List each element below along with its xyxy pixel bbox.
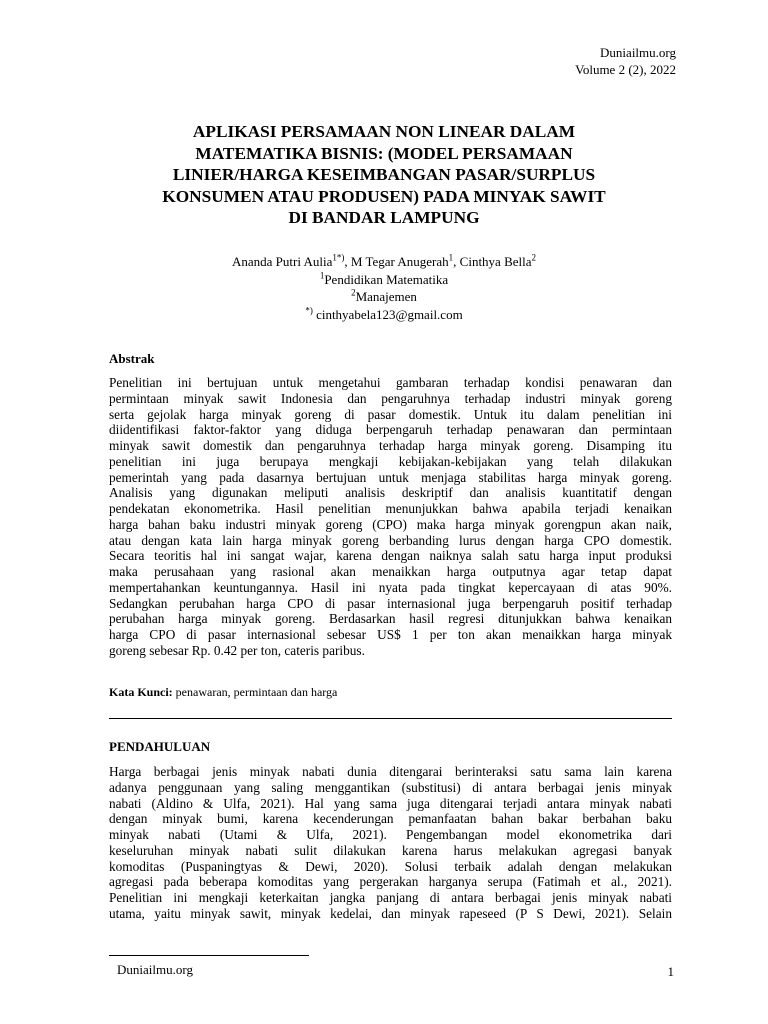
- intro-line: Harga berbagai jenis minyak nabati dunia ditengarai berinteraksi satu sama lain karena: [109, 764, 672, 779]
- keywords-label: Kata Kunci:: [109, 685, 173, 699]
- intro-line: komoditas (Puspaningtyas & Dewi, 2020). Solusi terbaik adalah dengan melakukan: [109, 858, 672, 874]
- abstract-line: Secara teoritis hal ini sangat wajar, karena dengan naiknya salah satu harga input produksi: [109, 548, 672, 564]
- abstract-line: goreng sebesar Rp. 0.42 per ton, cateris paribus.: [109, 642, 365, 658]
- footer-site: Duniailmu.org: [117, 962, 193, 977]
- intro-line: dengan minyak bumi, karena kecenderungan pemanfaatan bahan bakar berbahan baku: [109, 811, 672, 827]
- section-divider: [109, 718, 672, 719]
- title-line: APLIKASI PERSAMAAN NON LINEAR DALAM: [192, 122, 576, 141]
- abstract-body: [109, 375, 672, 659]
- author-name: Ananda Putri Aulia: [231, 254, 333, 269]
- intro-line: agregasi pada beberapa komoditas yang pergerakan harganya serupa (Fatimah et al., 2021).: [109, 874, 672, 890]
- author-block: [100, 253, 668, 323]
- abstract-line: serta gejolak harga minyak goreng di pasar domestik. Untuk itu dalam penelitian ini: [109, 406, 672, 422]
- intro-body: [109, 764, 672, 922]
- intro-line: minyak nabati (Utami & Ulfa, 2021). Pengembangan model ekonometrika dari: [109, 827, 672, 842]
- journal-volume: Volume 2 (2), 2022: [575, 62, 676, 77]
- affiliation-text: Pendidikan Matematika: [324, 271, 449, 287]
- abstract-line: mempertahankan keuntungannya. Hasil ini nyata pada tingkat kepercayaan di atas 90%.: [109, 579, 672, 595]
- corresponding-email: [100, 306, 668, 324]
- running-header: [575, 44, 676, 78]
- abstract-line: minyak sawit domestik dan pengaruhnya terhadap harga minyak goreng. Disamping itu: [109, 438, 672, 453]
- footer-divider: [109, 955, 309, 956]
- keywords: [109, 684, 337, 700]
- abstract-line: Analisis yang digunakan meliputi analisis deskriptif dan analisis kuantitatif dengan: [109, 485, 672, 501]
- keywords-text: penawaran, permintaan dan harga: [172, 685, 338, 699]
- journal-site: Duniailmu.org: [600, 45, 676, 60]
- abstract-line: harga bahan baku industri minyak goreng (CPO) maka harga minyak gorengpun akan naik,: [109, 516, 672, 532]
- author-affiliation-mark: 2: [531, 252, 537, 263]
- abstract-line: diidentifikasi faktor-faktor yang diduga berpengaruh terhadap penawaran dan permintaan: [109, 422, 672, 438]
- intro-line: Penelitian ini mengkaji keterkaitan jangka panjang di antara berbagai jenis minyak nabati: [109, 890, 672, 905]
- paper-title: [100, 121, 668, 229]
- abstract-heading: Abstrak: [109, 351, 155, 366]
- abstract-line: pemerintah yang pada dasarnya bertujuan untuk menjaga stabilitas harga minyak goreng.: [109, 469, 672, 485]
- abstract-line: pendekatan ekonometrika. Hasil penelitian menunjukkan bahwa apabila terjadi kenaikan: [109, 501, 672, 516]
- author-affiliation-mark: 1: [448, 252, 454, 263]
- email-mark: *): [305, 305, 313, 316]
- abstract-line: Sedangkan perubahan harga CPO di pasar internasional juga berpengaruh positif terhadap: [109, 595, 672, 611]
- intro-line: keseluruhan minyak nabati sulit dilakukan karena harus melakukan agregasi banyak: [109, 842, 672, 858]
- abstract-line: atau dengan kata lain harga minyak goreng berbanding lurus dengan harga CPO domestik.: [109, 532, 672, 548]
- affiliation-mark: 1: [319, 270, 325, 281]
- affiliation: [100, 271, 668, 289]
- abstract-line: penelitian ini juga berupaya mengkaji kebijakan-kebijakan yang telah dilakukan: [109, 453, 672, 469]
- title-line: MATEMATIKA BISNIS: (MODEL PERSAMAAN: [195, 143, 573, 163]
- title-line: LINIER/HARGA KESEIMBANGAN PASAR/SURPLUS: [172, 165, 596, 184]
- intro-line: utama, yaitu minyak sawit, minyak kedelai, dan minyak rapeseed (P S Dewi, 2021). Selain: [109, 905, 672, 921]
- author-name: M Tegar Anugerah: [350, 254, 449, 269]
- authors-line: [100, 253, 668, 271]
- abstract-line: permintaan minyak sawit Indonesia dan pengaruhnya terhadap industri minyak goreng: [109, 390, 672, 406]
- title-line: KONSUMEN ATAU PRODUSEN) PADA MINYAK SAWIT: [162, 186, 606, 206]
- intro-line: adanya penggunaan yang saling menggantikan (substitusi) di antara berbagai jenis minyak: [109, 779, 672, 795]
- affiliation-mark: 2: [351, 287, 356, 298]
- author-name: Cinthya Bella: [459, 254, 532, 269]
- intro-line: nabati (Aldino & Ulfa, 2021). Hal yang sama juga ditengarai terjadi antara minyak nabati: [109, 795, 672, 811]
- author-affiliation-mark: 1*): [332, 252, 345, 263]
- abstract-line: harga CPO di pasar internasional sebesar US$ 1 per ton akan menaikkan harga minyak: [109, 627, 672, 642]
- affiliation: [100, 288, 668, 306]
- page-number: 1: [667, 964, 674, 979]
- abstract-line: maka perusahaan yang rasional akan menaikkan harga outputnya agar tetap dapat: [109, 564, 672, 579]
- abstract-line: Penelitian ini bertujuan untuk mengetahui gambaran terhadap kondisi penawaran dan: [109, 375, 672, 390]
- author-separator: ,: [453, 254, 460, 269]
- affiliation-text: Manajemen: [355, 289, 417, 304]
- title-line: DI BANDAR LAMPUNG: [288, 208, 480, 227]
- intro-heading: PENDAHULUAN: [109, 739, 211, 754]
- abstract-line: perubahan harga minyak goreng. Berdasarkan hasil regresi ditunjukkan bahwa kenaikan: [109, 611, 672, 627]
- email-text: cinthyabela123@gmail.com: [312, 306, 463, 322]
- author-separator: ,: [344, 254, 351, 269]
